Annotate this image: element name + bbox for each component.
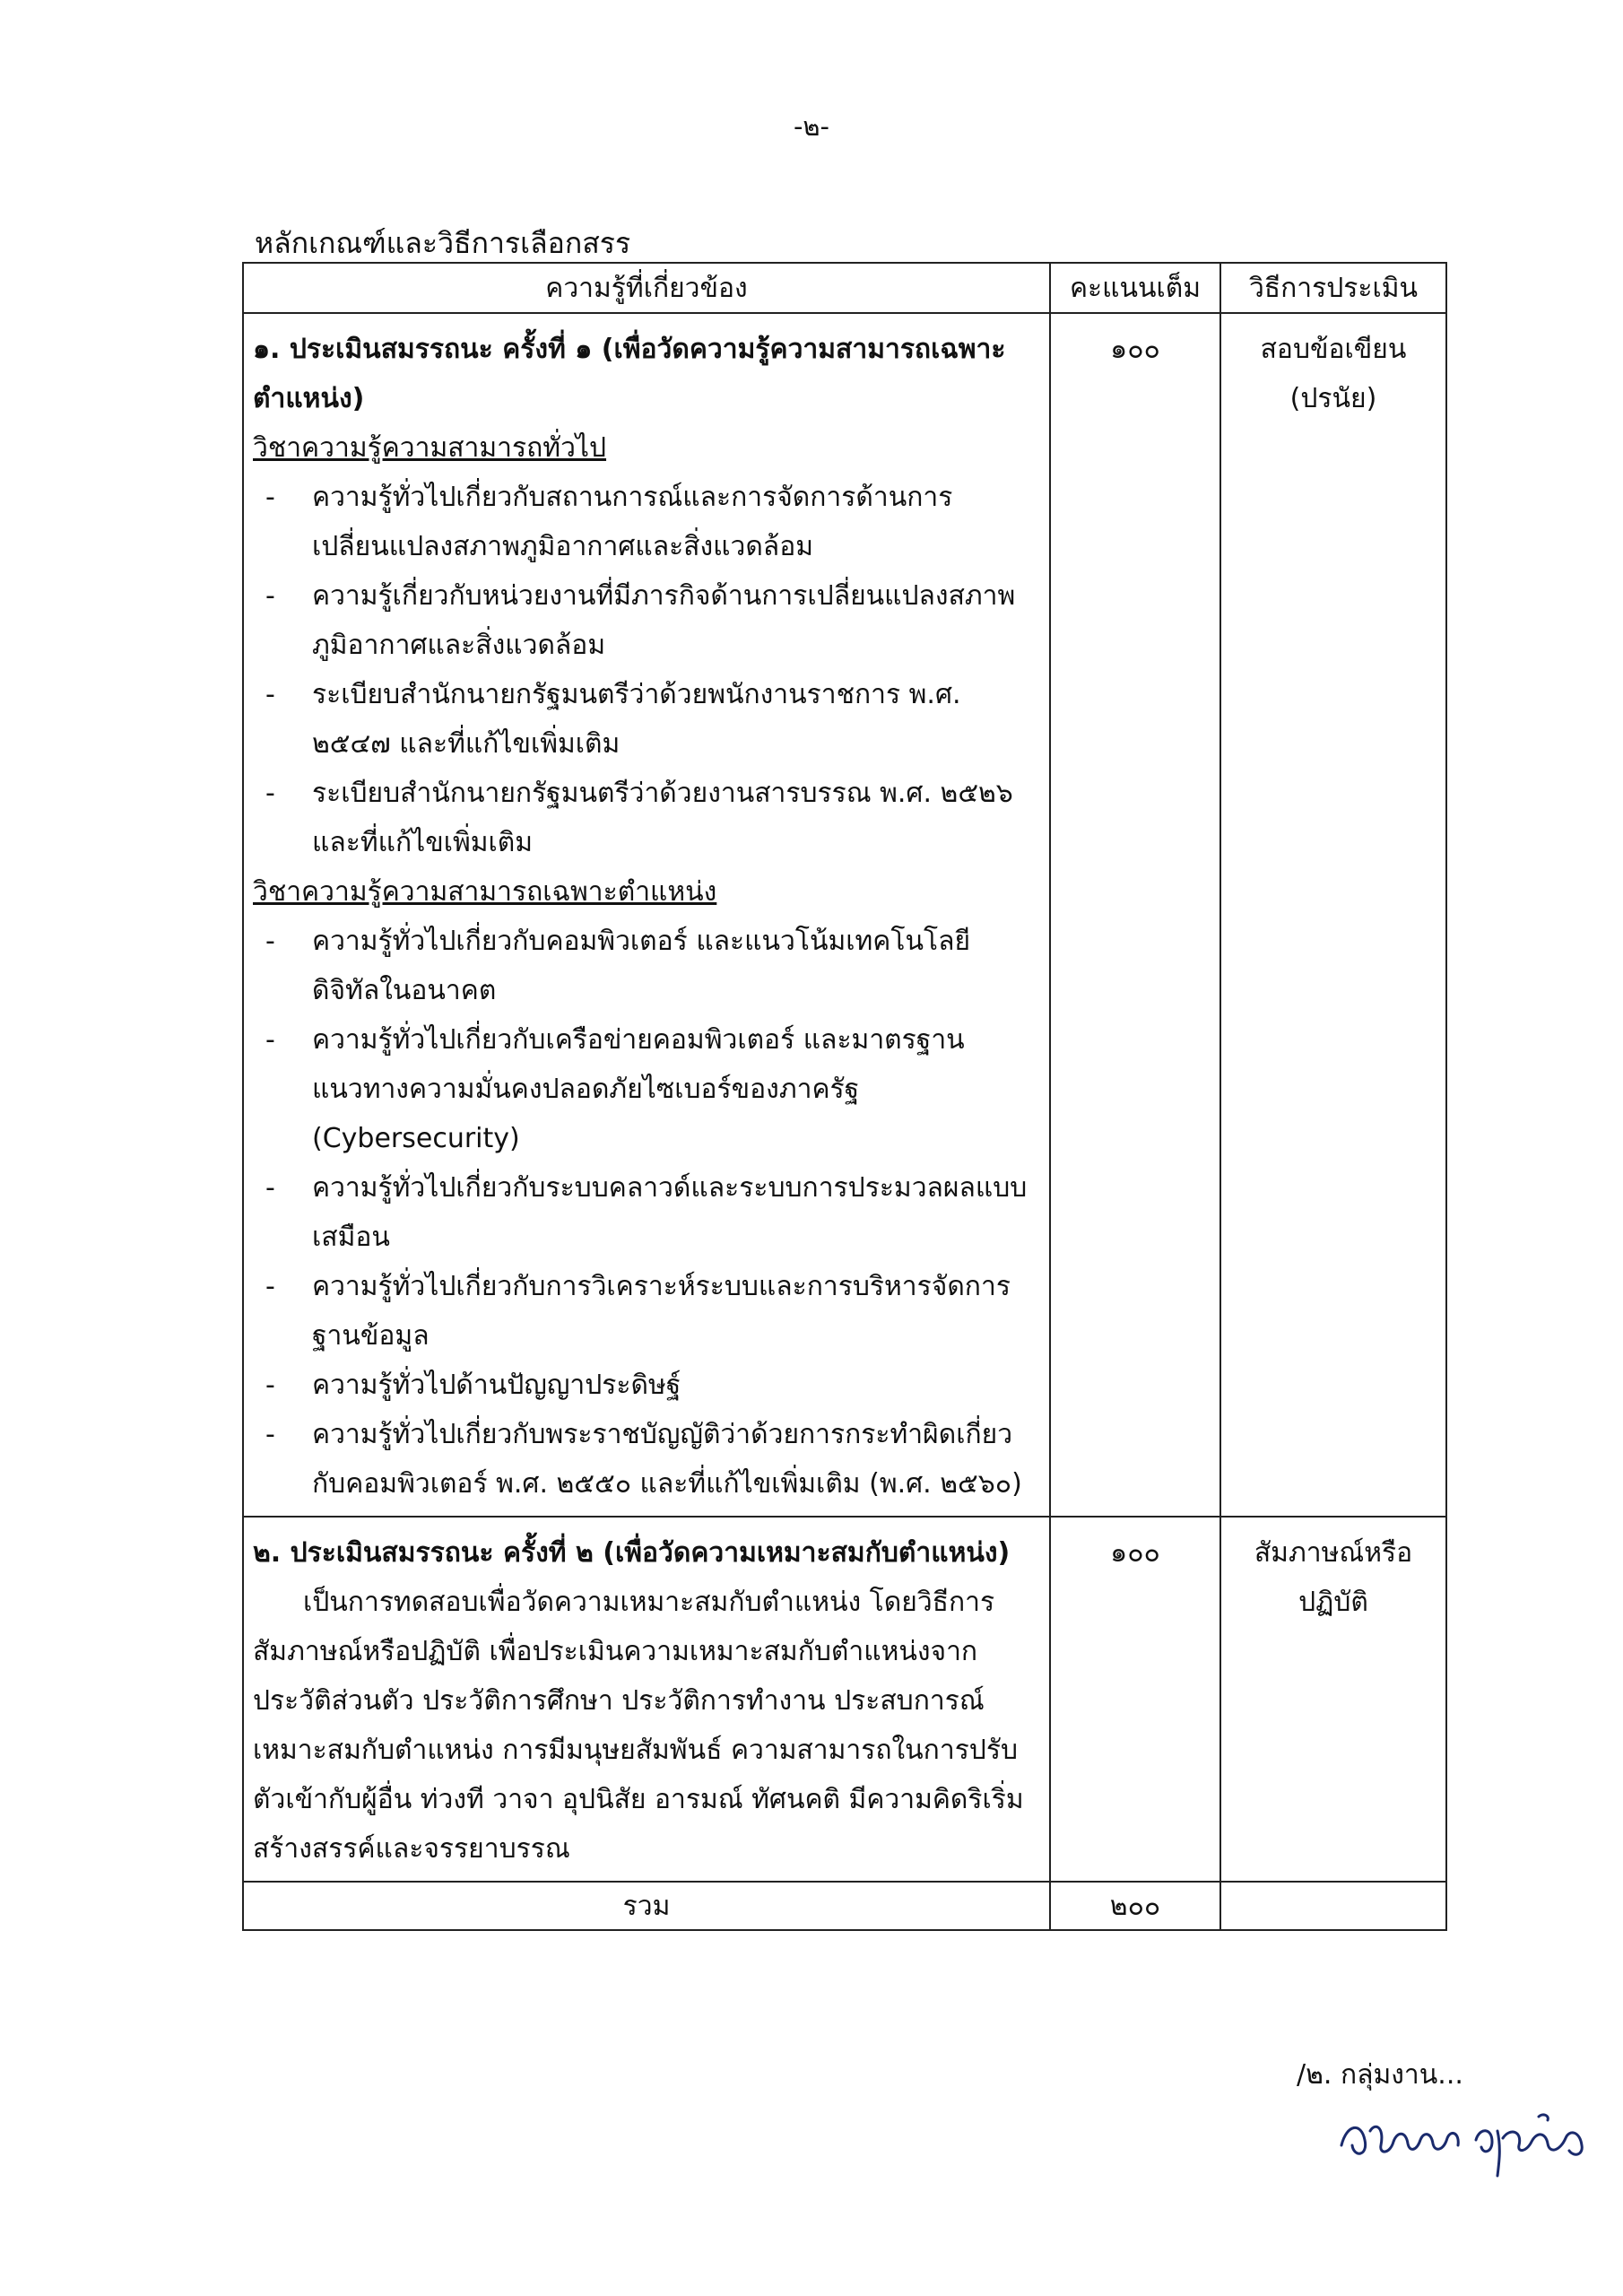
continuation-note: /๒. กลุ่มงาน... — [1297, 2059, 1463, 2091]
list-item: - ความรู้ทั่วไปเกี่ยวกับเครือข่ายคอมพิวเตอร์ และมาตรฐานแนวทางความมั่นคงปลอดภัยไซเบอร์ของภาครัฐ (Cybersecurity) — [253, 1015, 1037, 1163]
criteria-table — [242, 262, 1447, 1931]
page-number: -๒- — [793, 111, 830, 142]
list-item: - ความรู้เกี่ยวกับหน่วยงานที่มีภารกิจด้านการเปลี่ยนแปลงสภาพภูมิอากาศและสิ่งแวดล้อม — [253, 571, 1037, 670]
section-2-title: ๒. ประเมินสมรรถนะ ครั้งที่ ๒ (เพื่อวัดความเหมาะสมกับตำแหน่ง) — [253, 1537, 1011, 1569]
list-item: - ความรู้ทั่วไปเกี่ยวกับระบบคลาวด์และระบบการประมวลผลแบบเสมือน — [253, 1163, 1037, 1262]
list-item: - ความรู้ทั่วไปเกี่ยวกับคอมพิวเตอร์ และแนวโน้มเทคโนโลยีดิจิทัลในอนาคต — [253, 917, 1037, 1015]
list-item: - ความรู้ทั่วไปเกี่ยวกับสถานการณ์และการจัดการด้านการเปลี่ยนแปลงสภาพภูมิอากาศและสิ่งแวดล้อม — [253, 473, 1037, 571]
section-2-description: เป็นการทดสอบเพื่อวัดความเหมาะสมกับตำแหน่ง โดยวิธีการสัมภาษณ์หรือปฏิบัติ เพื่อประเมินความเหมาะสมกับตำแหน่งจากประวัติส่วนตัว ประวัติการศึกษา ประวัติการทำงาน ประสบการณ์เหมาะสมกับตำแหน่ง การมีมนุษยสัมพันธ์ ความสามารถในการปรับตัวเข้ากับผู้อื่น ท่วงที วาจา อุปนิสัย อารมณ์ ทัศนคติ มีความคิดริเริ่มสร้างสรรค์และจรรยาบรรณ — [253, 1587, 1024, 1865]
section-2-content — [243, 1517, 1050, 1882]
table-row-section-1 — [243, 313, 1446, 1517]
section-1-title: ๑. ประเมินสมรรถนะ ครั้งที่ ๑ (เพื่อวัดความรู้ความสามารถเฉพาะตำแหน่ง) — [253, 334, 1006, 414]
list-item: - ความรู้ทั่วไปเกี่ยวกับพระราชบัญญัติว่าด้วยการกระทำผิดเกี่ยวกับคอมพิวเตอร์ พ.ศ. ๒๕๕๐ และที่แก้ไขเพิ่มเติม (พ.ศ. ๒๕๖๐) — [253, 1410, 1037, 1509]
list-item: - ความรู้ทั่วไปด้านปัญญาประดิษฐ์ — [253, 1361, 1037, 1410]
specific-subject-title: วิชาความรู้ความสามารถเฉพาะตำแหน่ง — [253, 876, 717, 908]
section-1-content — [243, 313, 1050, 1517]
general-subject-title: วิชาความรู้ความสามารถทั่วไป — [253, 432, 607, 464]
section-1-score: ๑๐๐ — [1050, 313, 1220, 1517]
total-method-empty — [1220, 1882, 1446, 1930]
specific-items-list — [253, 917, 1037, 1509]
table-row-total — [243, 1882, 1446, 1930]
table-header-row — [243, 263, 1446, 313]
header-method: วิธีการประเมิน — [1220, 263, 1446, 313]
list-item: - ระเบียบสำนักนายกรัฐมนตรีว่าด้วยงานสารบรรณ พ.ศ. ๒๕๒๖ และที่แก้ไขเพิ่มเติม — [253, 769, 1037, 867]
total-label: รวม — [243, 1882, 1050, 1930]
header-knowledge: ความรู้ที่เกี่ยวข้อง — [243, 263, 1050, 313]
section-2-method: สัมภาษณ์หรือ ปฏิบัติ — [1220, 1517, 1446, 1882]
section-2-score: ๑๐๐ — [1050, 1517, 1220, 1882]
section-heading: หลักเกณฑ์และวิธีการเลือกสรร — [255, 226, 631, 260]
table-row-section-2 — [243, 1517, 1446, 1882]
header-score: คะแนนเต็ม — [1050, 263, 1220, 313]
section-1-method: สอบข้อเขียน (ปรนัย) — [1220, 313, 1446, 1517]
handwritten-signature — [1334, 2095, 1594, 2185]
list-item: - ระเบียบสำนักนายกรัฐมนตรีว่าด้วยพนักงานราชการ พ.ศ. ๒๕๔๗ และที่แก้ไขเพิ่มเติม — [253, 670, 1037, 769]
total-score: ๒๐๐ — [1050, 1882, 1220, 1930]
list-item: - ความรู้ทั่วไปเกี่ยวกับการวิเคราะห์ระบบและการบริหารจัดการฐานข้อมูล — [253, 1262, 1037, 1361]
general-items-list — [253, 473, 1037, 867]
